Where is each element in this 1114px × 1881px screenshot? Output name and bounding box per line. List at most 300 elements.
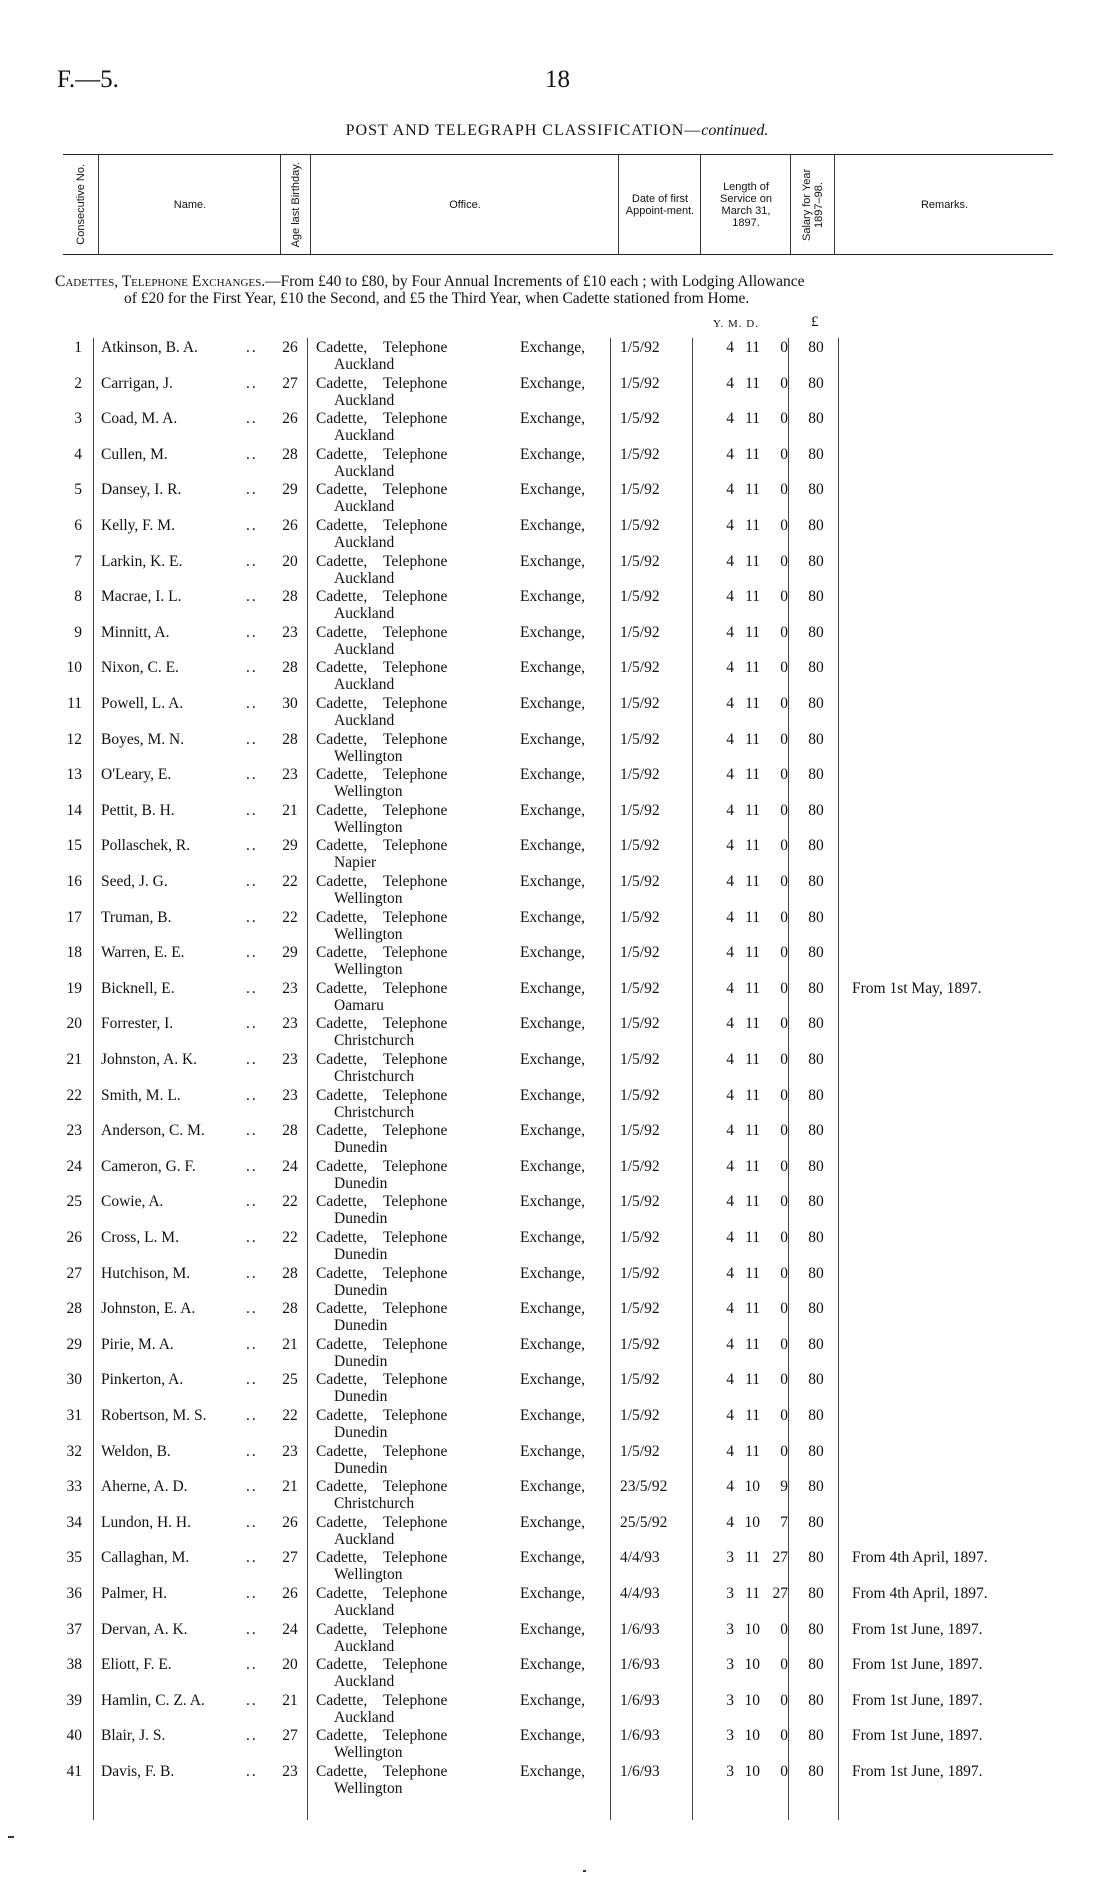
office-word: Cadette, [316, 339, 368, 356]
table-row [0, 446, 1114, 482]
office-word: Exchange, [520, 801, 585, 819]
page-title-continued: continued. [701, 122, 769, 139]
office-word: Exchange, [520, 1371, 585, 1389]
row-age: 27 [282, 374, 298, 392]
row-office-place: Christchurch [334, 1495, 415, 1513]
row-office-place: Dunedin [334, 1139, 388, 1157]
office-word: Telephone [383, 1264, 448, 1282]
row-length-months: 11 [745, 873, 760, 890]
office-word: Telephone [383, 1478, 448, 1496]
row-date: 1/5/92 [620, 1371, 660, 1389]
row-age: 23 [282, 1015, 298, 1033]
row-number: 33 [66, 1478, 82, 1496]
col-header-length [700, 155, 791, 254]
row-name: Cross, L. M. [101, 1229, 179, 1246]
row-office-place: Christchurch [334, 1068, 415, 1085]
row-number: 14 [66, 801, 82, 819]
office-word: Exchange, [520, 1157, 585, 1175]
row-number: 16 [66, 873, 82, 890]
col-header-no [63, 155, 98, 254]
col-header-name-label: Name. [173, 198, 207, 211]
row-length-months: 11 [745, 1122, 760, 1140]
leader-dots: .. [246, 873, 258, 890]
row-length-years: 4 [726, 837, 734, 855]
office-word: Cadette, [316, 1051, 368, 1068]
row-length-days: 0 [780, 588, 788, 606]
table-row [0, 873, 1114, 909]
row-salary: 80 [808, 1620, 824, 1638]
row-office-place: Oamaru [334, 996, 384, 1014]
row-length-months: 11 [745, 1549, 760, 1567]
row-age: 28 [282, 1300, 298, 1318]
table-row [0, 1514, 1114, 1550]
table-row [0, 1122, 1114, 1158]
row-length-months: 11 [745, 1300, 760, 1318]
row-number: 5 [74, 481, 82, 499]
unit-pound: £ [811, 314, 820, 330]
leader-dots: .. [246, 766, 258, 784]
row-date: 1/5/92 [620, 1407, 660, 1424]
leader-dots: .. [246, 979, 258, 997]
row-length-years: 3 [726, 1691, 734, 1709]
office-word: Cadette, [316, 1086, 368, 1104]
leader-dots: .. [246, 944, 258, 962]
office-word: Telephone [383, 944, 448, 962]
office-word: Exchange, [520, 1691, 585, 1709]
office-word: Telephone [383, 1015, 448, 1033]
office-word: Telephone [383, 1229, 448, 1246]
table-row [0, 909, 1114, 945]
row-salary: 80 [808, 1264, 824, 1282]
row-length-months: 11 [745, 1585, 760, 1602]
row-name: Pinkerton, A. [101, 1371, 184, 1389]
row-date: 4/4/93 [620, 1549, 660, 1567]
leader-dots: .. [246, 659, 258, 677]
row-length-months: 11 [745, 979, 760, 997]
row-number: 24 [66, 1157, 82, 1175]
row-length-years: 4 [726, 517, 734, 534]
row-remarks: From 1st June, 1897. [852, 1763, 983, 1780]
row-name: Carrigan, J. [101, 374, 173, 392]
office-word: Exchange, [520, 695, 585, 712]
row-name: Weldon, B. [101, 1442, 171, 1460]
leader-dots: .. [246, 1727, 258, 1745]
row-number: 18 [66, 944, 82, 962]
row-age: 24 [282, 1157, 298, 1175]
row-age: 26 [282, 1513, 298, 1531]
table-row [0, 766, 1114, 802]
office-word: Cadette, [316, 481, 368, 499]
row-date: 1/5/92 [620, 766, 660, 784]
row-office-place: Auckland [334, 1708, 395, 1726]
row-age: 28 [282, 588, 298, 606]
row-length-days: 27 [772, 1585, 788, 1602]
row-salary: 80 [808, 1691, 824, 1709]
row-number: 10 [66, 659, 82, 677]
row-length-months: 11 [745, 1193, 760, 1211]
row-salary: 80 [808, 374, 824, 392]
row-salary: 80 [808, 766, 824, 784]
row-office-place: Dunedin [334, 1388, 388, 1406]
row-number: 32 [66, 1442, 82, 1460]
row-date: 1/5/92 [620, 623, 660, 641]
row-salary: 80 [808, 481, 824, 499]
row-office-place: Auckland [334, 1602, 395, 1619]
row-length-months: 10 [744, 1656, 760, 1674]
row-name: Davis, F. B. [101, 1763, 175, 1780]
row-length-months: 11 [745, 623, 760, 641]
row-age: 28 [282, 1122, 298, 1140]
table-row [0, 1300, 1114, 1336]
office-word: Cadette, [316, 1585, 368, 1602]
office-word: Exchange, [520, 908, 585, 926]
office-word: Cadette, [316, 944, 368, 962]
row-length-years: 4 [726, 445, 734, 463]
row-length-months: 11 [745, 766, 760, 784]
office-word: Telephone [383, 695, 448, 712]
office-word: Cadette, [316, 801, 368, 819]
office-word: Telephone [383, 1371, 448, 1389]
row-office-place: Auckland [334, 356, 395, 373]
row-office-place: Auckland [334, 1673, 395, 1691]
row-date: 1/5/92 [620, 1122, 660, 1140]
row-length-months: 11 [745, 588, 760, 606]
row-salary: 80 [808, 1086, 824, 1104]
row-salary: 80 [808, 1727, 824, 1745]
row-date: 1/5/92 [620, 1335, 660, 1353]
leader-dots: .. [246, 1086, 258, 1104]
section-line-1 [55, 273, 1055, 290]
row-age: 26 [282, 410, 298, 428]
row-salary: 80 [808, 552, 824, 570]
row-office-place: Auckland [334, 534, 395, 551]
row-number: 15 [66, 837, 82, 855]
leader-dots: .. [246, 1264, 258, 1282]
row-length-years: 4 [726, 659, 734, 677]
office-word: Exchange, [520, 1335, 585, 1353]
row-name: Cameron, G. F. [101, 1157, 196, 1175]
leader-dots: .. [246, 623, 258, 641]
office-word: Cadette, [316, 1478, 368, 1496]
row-length-years: 4 [726, 623, 734, 641]
row-name: Forrester, I. [101, 1015, 174, 1033]
row-office-place: Auckland [334, 462, 395, 480]
row-length-months: 11 [745, 1015, 760, 1033]
row-age: 22 [282, 908, 298, 926]
office-word: Telephone [383, 1549, 448, 1567]
col-header-salary-label: Salary for Year 1897–98. [801, 168, 825, 241]
row-number: 28 [66, 1300, 82, 1318]
row-length-days: 0 [780, 1335, 788, 1353]
office-word: Telephone [383, 481, 448, 499]
row-date: 23/5/92 [620, 1478, 668, 1496]
col-header-age [280, 155, 311, 254]
office-word: Exchange, [520, 873, 585, 890]
office-word: Exchange, [520, 944, 585, 962]
row-salary: 80 [808, 659, 824, 677]
row-salary: 80 [808, 623, 824, 641]
row-number: 13 [66, 766, 82, 784]
row-date: 1/5/92 [620, 979, 660, 997]
leader-dots: .. [246, 1157, 258, 1175]
row-length-months: 10 [744, 1727, 760, 1745]
row-length-years: 4 [726, 1229, 734, 1246]
office-word: Cadette, [316, 1122, 368, 1140]
row-age: 21 [282, 1478, 298, 1496]
office-word: Telephone [383, 1193, 448, 1211]
row-office-place: Wellington [334, 747, 403, 765]
row-length-years: 4 [726, 1157, 734, 1175]
row-date: 1/5/92 [620, 552, 660, 570]
row-age: 22 [282, 873, 298, 890]
office-word: Cadette, [316, 1763, 368, 1780]
leader-dots: .. [246, 517, 258, 534]
row-length-months: 11 [745, 410, 760, 428]
row-age: 27 [282, 1549, 298, 1567]
row-number: 1 [74, 339, 82, 356]
row-number: 7 [74, 552, 82, 570]
unit-ymd: Y. M. D. [713, 318, 760, 330]
office-word: Exchange, [520, 588, 585, 606]
row-office-place: Auckland [334, 712, 395, 729]
office-word: Telephone [383, 552, 448, 570]
col-header-name [98, 155, 281, 254]
leader-dots: .. [246, 481, 258, 499]
row-office-place: Auckland [334, 569, 395, 587]
office-word: Cadette, [316, 837, 368, 855]
row-length-days: 0 [780, 1086, 788, 1104]
office-word: Cadette, [316, 1264, 368, 1282]
office-word: Telephone [383, 1763, 448, 1780]
row-age: 26 [282, 339, 298, 356]
office-word: Telephone [383, 1513, 448, 1531]
row-salary: 80 [808, 410, 824, 428]
col-header-remarks [834, 155, 1054, 254]
row-length-years: 3 [726, 1620, 734, 1638]
office-word: Exchange, [520, 1300, 585, 1318]
office-word: Cadette, [316, 552, 368, 570]
row-length-days: 0 [780, 339, 788, 356]
office-word: Telephone [383, 659, 448, 677]
table-row [0, 1585, 1114, 1621]
row-date: 1/5/92 [620, 1086, 660, 1104]
office-word: Cadette, [316, 445, 368, 463]
office-word: Telephone [383, 588, 448, 606]
row-number: 23 [66, 1122, 82, 1140]
section-text-2: of £20 for the First Year, £10 the Second, and £5 the Third Year, when Cadette stationed from Home. [124, 290, 750, 307]
office-word: Exchange, [520, 1513, 585, 1531]
office-word: Telephone [383, 1051, 448, 1068]
row-name: Hutchison, M. [101, 1264, 191, 1282]
row-length-days: 27 [772, 1549, 788, 1567]
office-word: Telephone [383, 1407, 448, 1424]
row-office-place: Wellington [334, 818, 403, 836]
office-word: Exchange, [520, 339, 585, 356]
office-word: Telephone [383, 1656, 448, 1674]
row-length-years: 4 [726, 1086, 734, 1104]
office-word: Telephone [383, 873, 448, 890]
section-title: Cadettes, Telephone Exchanges. [55, 273, 266, 290]
office-word: Telephone [383, 1122, 448, 1140]
row-length-months: 11 [745, 1335, 760, 1353]
row-number: 27 [66, 1264, 82, 1282]
row-salary: 80 [808, 1585, 824, 1602]
row-number: 11 [67, 695, 82, 712]
leader-dots: .. [246, 1656, 258, 1674]
office-word: Exchange, [520, 1193, 585, 1211]
leader-dots: .. [246, 1193, 258, 1211]
row-name: Aherne, A. D. [101, 1478, 188, 1496]
row-name: Truman, B. [101, 908, 172, 926]
office-word: Cadette, [316, 979, 368, 997]
table-row [0, 1621, 1114, 1657]
row-length-days: 0 [780, 801, 788, 819]
row-salary: 80 [808, 979, 824, 997]
row-office-place: Auckland [334, 676, 395, 694]
row-length-days: 0 [780, 1656, 788, 1674]
leader-dots: .. [246, 1051, 258, 1068]
row-remarks: From 1st June, 1897. [852, 1727, 983, 1745]
row-office-place: Dunedin [334, 1352, 388, 1370]
office-word: Exchange, [520, 1229, 585, 1246]
row-date: 1/5/92 [620, 588, 660, 606]
row-age: 22 [282, 1407, 298, 1424]
leader-dots: .. [246, 695, 258, 712]
row-number: 8 [74, 588, 82, 606]
row-name: Atkinson, B. A. [101, 339, 198, 356]
row-length-years: 3 [726, 1549, 734, 1567]
row-age: 28 [282, 445, 298, 463]
col-header-date [618, 155, 701, 254]
row-length-days: 0 [780, 1620, 788, 1638]
office-word: Cadette, [316, 1513, 368, 1531]
row-length-months: 11 [745, 659, 760, 677]
office-word: Exchange, [520, 1656, 585, 1674]
row-length-years: 4 [726, 1335, 734, 1353]
leader-dots: .. [246, 837, 258, 855]
row-length-years: 3 [726, 1585, 734, 1602]
row-number: 38 [66, 1656, 82, 1674]
row-length-months: 11 [745, 1086, 760, 1104]
row-number: 25 [66, 1193, 82, 1211]
row-office-place: Wellington [334, 961, 403, 979]
row-number: 9 [74, 623, 82, 641]
row-salary: 80 [808, 944, 824, 962]
row-length-days: 9 [780, 1478, 788, 1496]
page-number: 18 [545, 66, 570, 93]
row-age: 25 [282, 1371, 298, 1389]
row-age: 28 [282, 1264, 298, 1282]
office-word: Cadette, [316, 1157, 368, 1175]
col-header-length-label: Length of Service on March 31, 1897. [720, 180, 772, 229]
row-length-years: 4 [726, 1193, 734, 1211]
row-remarks: From 1st June, 1897. [852, 1656, 983, 1674]
row-length-years: 4 [726, 908, 734, 926]
row-length-months: 11 [745, 552, 760, 570]
office-word: Exchange, [520, 552, 585, 570]
row-office-place: Napier [334, 854, 377, 872]
leader-dots: .. [246, 1478, 258, 1496]
row-number: 17 [66, 908, 82, 926]
row-age: 29 [282, 837, 298, 855]
row-length-years: 4 [726, 1371, 734, 1389]
row-length-years: 4 [726, 695, 734, 712]
table-row [0, 1265, 1114, 1301]
office-word: Telephone [383, 1691, 448, 1709]
office-word: Cadette, [316, 1727, 368, 1745]
table-row [0, 695, 1114, 731]
row-age: 21 [282, 1335, 298, 1353]
row-number: 6 [74, 517, 82, 534]
row-age: 29 [282, 944, 298, 962]
office-word: Telephone [383, 801, 448, 819]
office-word: Exchange, [520, 1620, 585, 1638]
office-word: Exchange, [520, 659, 585, 677]
leader-dots: .. [246, 1335, 258, 1353]
row-length-years: 4 [726, 1300, 734, 1318]
row-age: 21 [282, 801, 298, 819]
row-age: 24 [282, 1620, 298, 1638]
row-name: Smith, M. L. [101, 1086, 181, 1104]
table-header [63, 154, 1053, 255]
office-word: Telephone [383, 623, 448, 641]
row-date: 1/5/92 [620, 908, 660, 926]
scan-mark [8, 1836, 14, 1838]
row-age: 23 [282, 1086, 298, 1104]
table-row [0, 517, 1114, 553]
row-name: Minnitt, A. [101, 623, 170, 641]
row-date: 1/5/92 [620, 339, 660, 356]
row-name: Dansey, I. R. [101, 481, 182, 499]
row-name: Anderson, C. M. [101, 1122, 205, 1140]
row-salary: 80 [808, 695, 824, 712]
row-date: 1/5/92 [620, 481, 660, 499]
office-word: Cadette, [316, 1193, 368, 1211]
row-office-place: Auckland [334, 391, 395, 409]
row-length-days: 0 [780, 1157, 788, 1175]
table-row [0, 1193, 1114, 1229]
row-office-place: Auckland [334, 1530, 395, 1548]
office-word: Cadette, [316, 1015, 368, 1033]
row-office-place: Dunedin [334, 1210, 388, 1228]
row-age: 28 [282, 730, 298, 748]
row-salary: 80 [808, 445, 824, 463]
office-word: Cadette, [316, 1620, 368, 1638]
office-word: Cadette, [316, 659, 368, 677]
row-number: 22 [66, 1086, 82, 1104]
row-remarks: From 4th April, 1897. [852, 1585, 988, 1602]
table-row [0, 1443, 1114, 1479]
row-date: 1/5/92 [620, 1157, 660, 1175]
row-salary: 80 [808, 339, 824, 356]
office-word: Exchange, [520, 1727, 585, 1745]
row-length-days: 0 [780, 552, 788, 570]
row-number: 30 [66, 1371, 82, 1389]
row-length-months: 11 [745, 730, 760, 748]
row-age: 29 [282, 481, 298, 499]
row-length-days: 0 [780, 1691, 788, 1709]
row-salary: 80 [808, 908, 824, 926]
row-length-days: 0 [780, 837, 788, 855]
row-salary: 80 [808, 1513, 824, 1531]
row-name: Cullen, M. [101, 445, 168, 463]
office-word: Telephone [383, 339, 448, 356]
office-word: Cadette, [316, 1335, 368, 1353]
row-salary: 80 [808, 1229, 824, 1246]
row-length-months: 10 [744, 1513, 760, 1531]
row-date: 1/6/93 [620, 1620, 660, 1638]
row-length-years: 4 [726, 801, 734, 819]
